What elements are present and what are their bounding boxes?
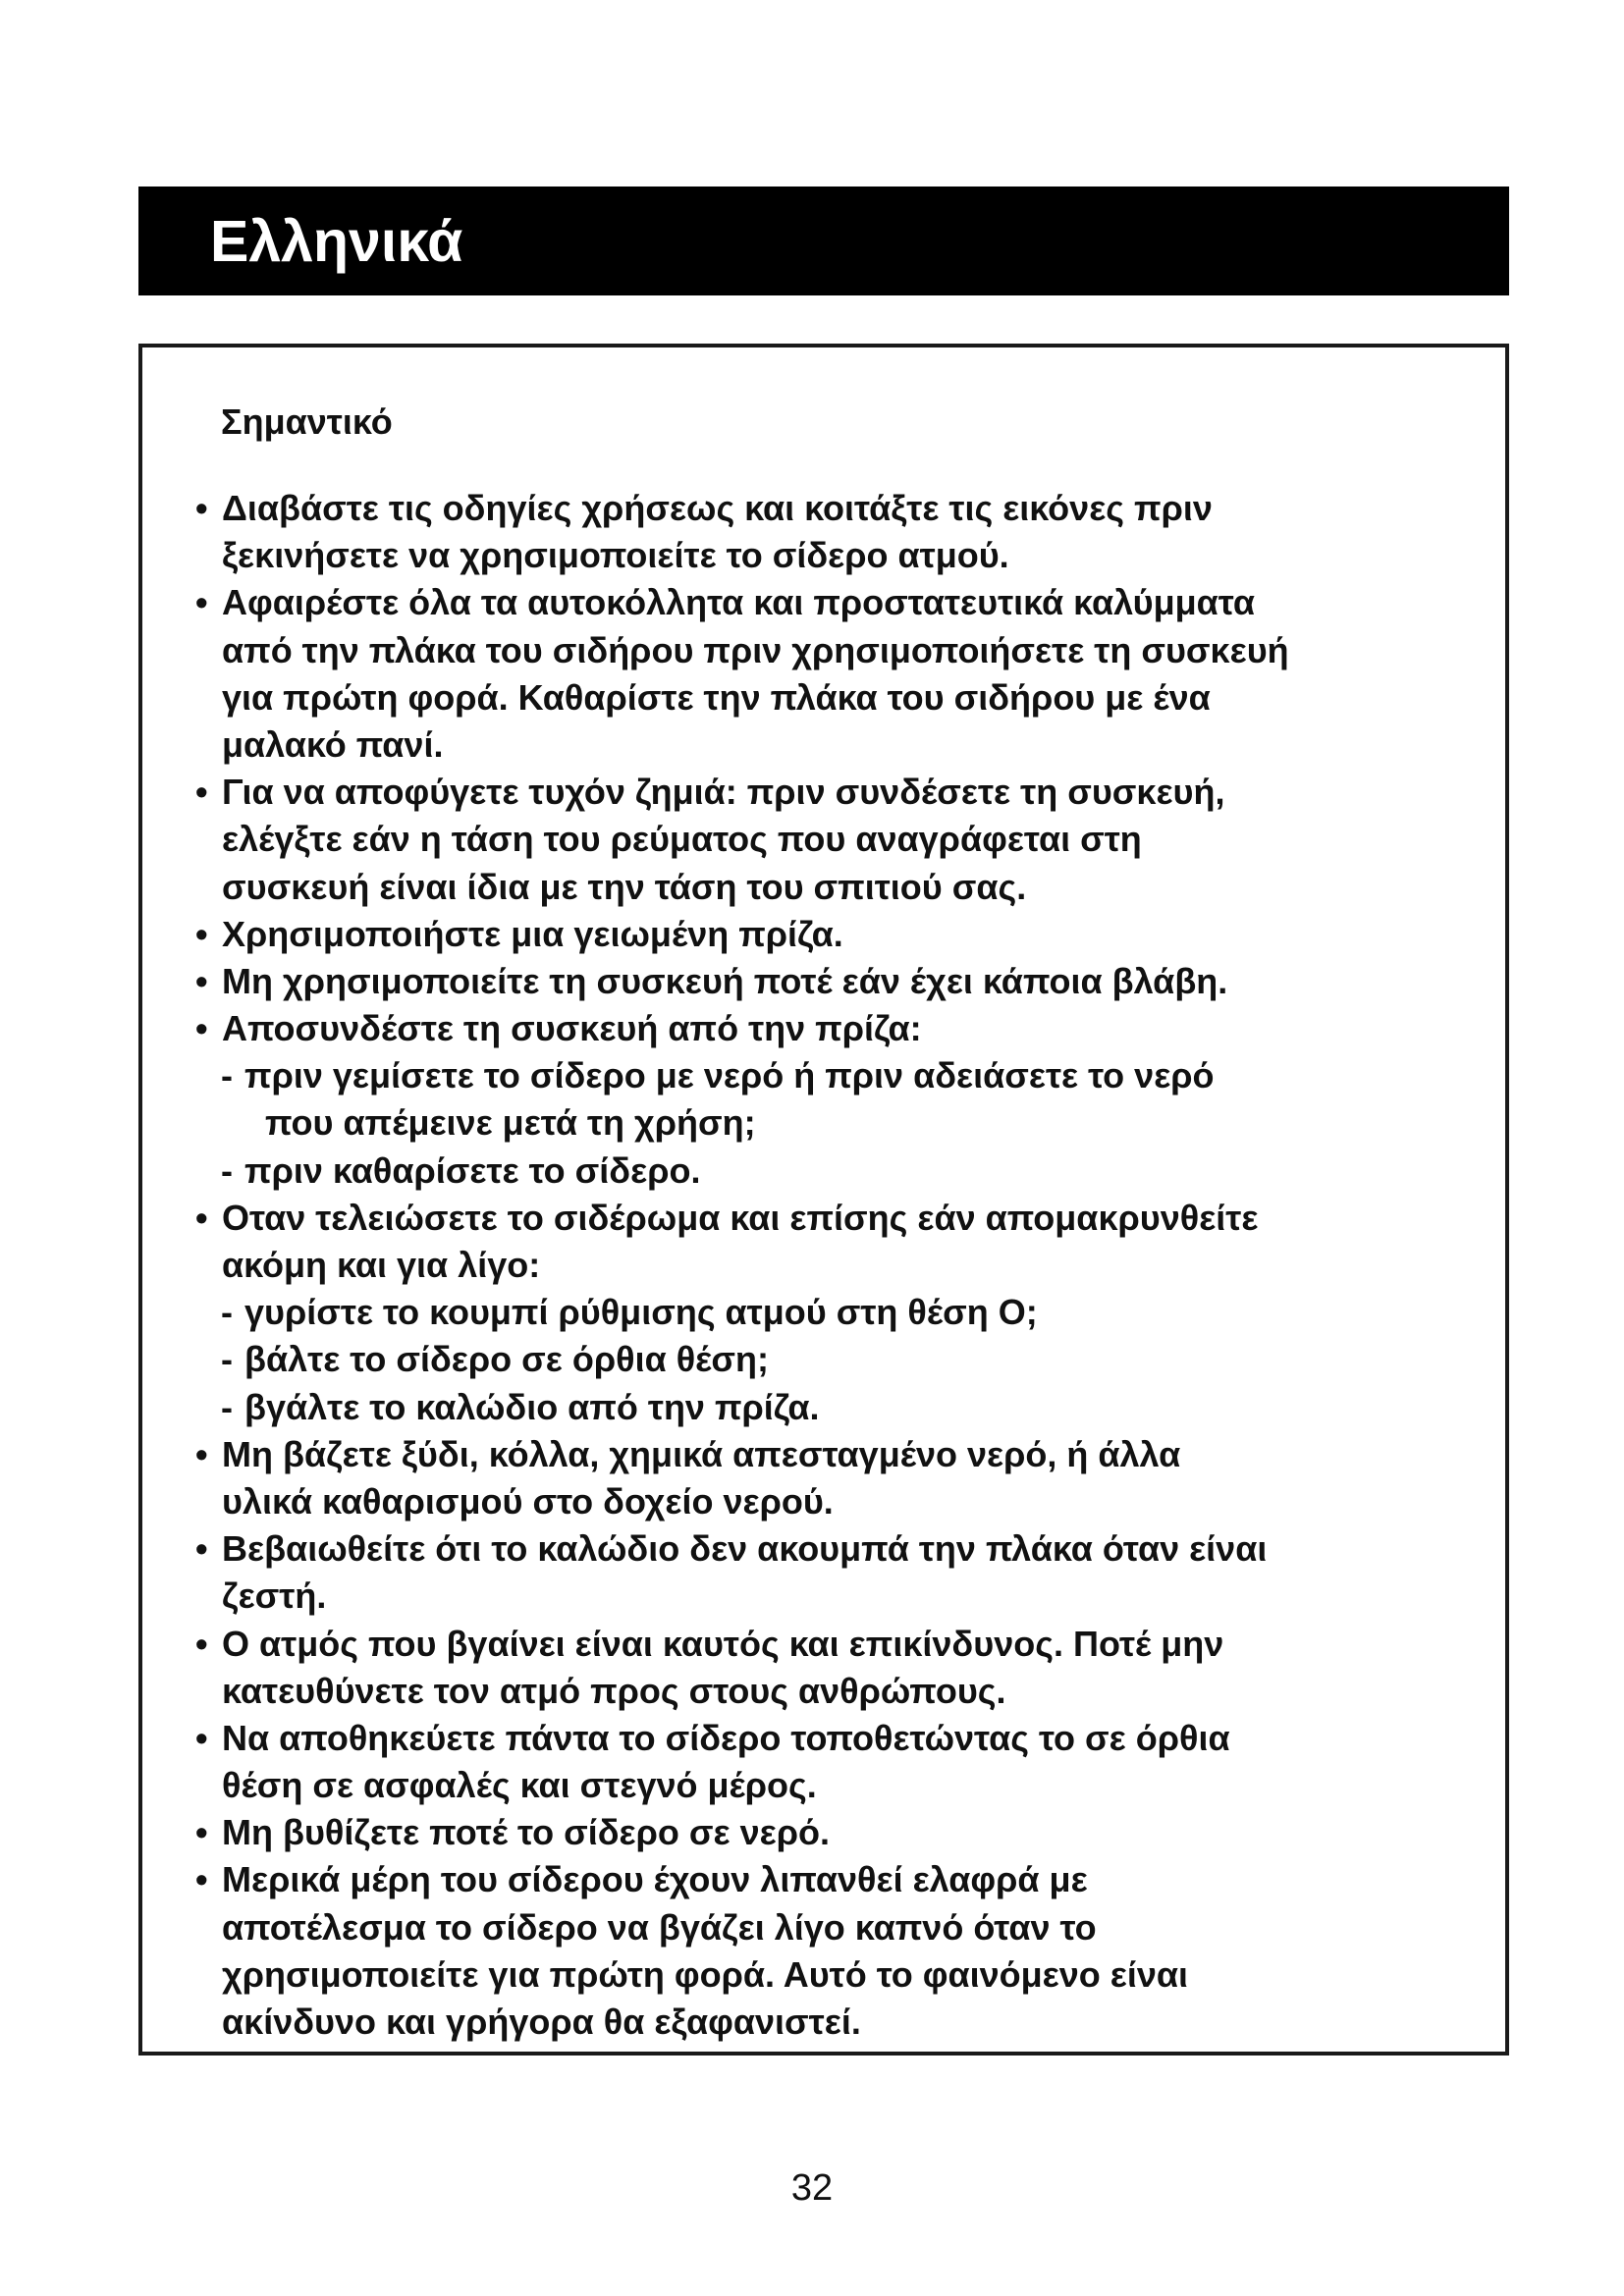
list-item-text: ακόμη και για λίγο: <box>222 1245 541 1285</box>
sub-item-text: βάλτε το σίδερο σε όρθια θέση; <box>244 1339 770 1380</box>
bullet-mark: • <box>195 1197 208 1238</box>
bullet-mark: • <box>195 582 208 623</box>
list-item-text: υλικά καθαρισμού στο δοχείο νερού. <box>222 1480 834 1522</box>
list-item <box>142 1005 1505 1052</box>
list-item-text: Να αποθηκεύετε πάντα το σίδερο τοποθετώντας το σε όρθια <box>222 1717 1230 1758</box>
list-item-continuation <box>142 627 1505 674</box>
important-notice-box <box>138 344 1509 2056</box>
list-item-continuation <box>142 1999 1505 2046</box>
sub-item-text: γυρίστε το κουμπί ρύθμισης ατμού στη θέση O; <box>244 1292 1038 1333</box>
list-item-continuation <box>142 864 1505 911</box>
sub-item-text: που απέμεινε μετά τη χρήση; <box>265 1102 756 1144</box>
sub-item-text: πριν καθαρίσετε το σίδερο. <box>244 1149 701 1191</box>
dash-mark: - <box>221 1339 233 1380</box>
list-item <box>142 1195 1505 1242</box>
bullet-mark: • <box>195 1812 208 1853</box>
language-header-bar <box>138 187 1509 295</box>
list-item <box>142 911 1505 958</box>
bullet-mark: • <box>195 1008 208 1049</box>
list-item-text: Ο ατμός που βγαίνει είναι καυτός και επικίνδυνος. Ποτέ μην <box>222 1623 1224 1664</box>
list-item-text: από την πλάκα του σιδήρου πριν χρησιμοποιήσετε τη συσκευή <box>222 629 1289 670</box>
bullet-mark: • <box>195 1859 208 1900</box>
page-number: 32 <box>790 2167 834 2209</box>
sub-item <box>142 1289 1505 1336</box>
list-item-continuation <box>142 1668 1505 1715</box>
bullet-mark: • <box>195 1433 208 1474</box>
list-item-text: αποτέλεσμα το σίδερο να βγάζει λίγο καπνό όταν το <box>222 1906 1097 1948</box>
list-item-text: ελέγξτε εάν η τάση του ρεύματος που αναγράφεται στη <box>222 819 1142 860</box>
bullet-mark: • <box>195 1528 208 1570</box>
dash-mark: - <box>221 1055 233 1096</box>
sub-item-text: πριν γεμίσετε το σίδερο με νερό ή πριν αδειάσετε το νερό <box>244 1055 1215 1096</box>
list-item <box>142 485 1505 532</box>
list-item <box>142 579 1505 626</box>
safety-instructions-list <box>142 485 1505 2046</box>
sub-item <box>142 1148 1505 1195</box>
sub-item <box>142 1052 1505 1099</box>
list-item-text: συσκευή είναι ίδια με την τάση του σπιτιού σας. <box>222 866 1027 907</box>
list-item <box>142 1809 1505 1856</box>
list-item-continuation <box>142 1478 1505 1525</box>
list-item-text: Χρησιμοποιήστε μια γειωμένη πρίζα. <box>222 913 843 954</box>
list-item-text: ξεκινήσετε να χρησιμοποιείτε το σίδερο ατμού. <box>222 535 1009 576</box>
list-item-continuation <box>142 674 1505 721</box>
bullet-mark: • <box>195 1717 208 1758</box>
list-item <box>142 1856 1505 1903</box>
list-item <box>142 769 1505 816</box>
list-item-text: χρησιμοποιείτε για πρώτη φορά. Αυτό το φαινόμενο είναι <box>222 1953 1189 1995</box>
sub-item-continuation <box>142 1099 1505 1147</box>
list-item-text: ζεστή. <box>222 1575 327 1617</box>
list-item-text: Για να αποφύγετε τυχόν ζημιά: πριν συνδέσετε τη συσκευή, <box>222 772 1225 813</box>
bullet-mark: • <box>195 913 208 954</box>
list-item-text: Διαβάστε τις οδηγίες χρήσεως και κοιτάξτε τις εικόνες πριν <box>222 488 1213 528</box>
list-item-text: Οταν τελειώσετε το σιδέρωμα και επίσης εάν απομακρυνθείτε <box>222 1197 1259 1238</box>
list-item-continuation <box>142 721 1505 769</box>
list-item-text: θέση σε ασφαλές και στεγνό μέρος. <box>222 1765 817 1806</box>
sub-item <box>142 1336 1505 1383</box>
list-item-text: για πρώτη φορά. Καθαρίστε την πλάκα του σιδήρου με ένα <box>222 676 1211 718</box>
sub-item-text: βγάλτε το καλώδιο από την πρίζα. <box>244 1386 820 1427</box>
bullet-mark: • <box>195 488 208 528</box>
list-item <box>142 1525 1505 1573</box>
list-item-text: Μη βυθίζετε ποτέ το σίδερο σε νερό. <box>222 1812 830 1853</box>
dash-mark: - <box>221 1292 233 1333</box>
list-item-continuation <box>142 1762 1505 1809</box>
sub-item <box>142 1384 1505 1431</box>
list-item <box>142 1715 1505 1762</box>
bullet-mark: • <box>195 772 208 813</box>
list-item-text: Μη χρησιμοποιείτε τη συσκευή ποτέ εάν έχει κάποια βλάβη. <box>222 960 1228 1001</box>
list-item <box>142 958 1505 1005</box>
list-item-text: κατευθύνετε τον ατμό προς στους ανθρώπους. <box>222 1670 1006 1711</box>
list-item <box>142 1431 1505 1478</box>
list-item-text: Αφαιρέστε όλα τα αυτοκόλλητα και προστατευτικά καλύμματα <box>222 582 1255 623</box>
list-item-text: ακίνδυνο και γρήγορα θα εξαφανιστεί. <box>222 2002 861 2042</box>
section-title: Σημαντικό <box>221 401 393 442</box>
list-item-continuation <box>142 532 1505 579</box>
list-item-continuation <box>142 1951 1505 1999</box>
list-item-text: Βεβαιωθείτε ότι το καλώδιο δεν ακουμπά την πλάκα όταν είναι <box>222 1528 1268 1570</box>
list-item <box>142 1621 1505 1668</box>
list-item-text: μαλακό πανί. <box>222 723 444 765</box>
dash-mark: - <box>221 1386 233 1427</box>
list-item-text: Μη βάζετε ξύδι, κόλλα, χημικά απεσταγμένο νερό, ή άλλα <box>222 1433 1181 1474</box>
list-item-text: Μερικά μέρη του σίδερου έχουν λιπανθεί ελαφρά με <box>222 1859 1088 1900</box>
dash-mark: - <box>221 1149 233 1191</box>
list-item-continuation <box>142 1242 1505 1289</box>
list-item-continuation <box>142 1904 1505 1951</box>
list-item-continuation <box>142 1573 1505 1620</box>
bullet-mark: • <box>195 1623 208 1664</box>
bullet-mark: • <box>195 960 208 1001</box>
list-item-continuation <box>142 816 1505 863</box>
list-item-text: Αποσυνδέστε τη συσκευή από την πρίζα: <box>222 1008 922 1049</box>
language-title: Ελληνικά <box>210 209 463 274</box>
